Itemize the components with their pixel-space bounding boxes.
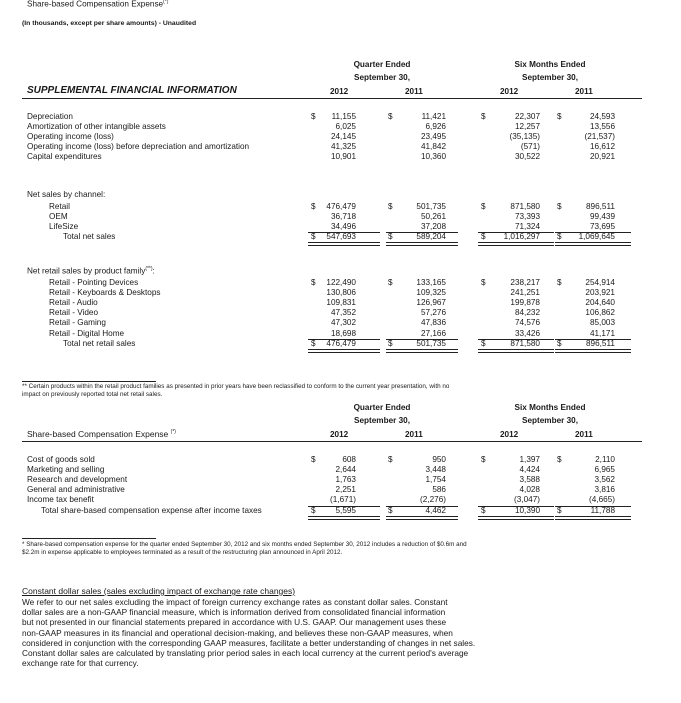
cell-value: 3,588 [519,475,540,485]
cell-value: 41,842 [420,142,446,152]
cell-value: 3,816 [594,485,615,495]
table-title [27,267,155,276]
cell-value: 57,276 [420,308,446,318]
total-double-rule [555,242,631,246]
cell-value: 18,698 [330,328,356,338]
total-double-rule [386,349,458,353]
dollar-sign: $ [311,455,316,464]
cell-value: 608 [342,455,356,464]
cell-value: 1,754 [425,475,446,485]
cell-value: 16,612 [589,142,615,152]
total-double-rule [308,242,380,246]
table-title-suffix: : [152,266,155,276]
row-label: Retail - Video [49,308,99,318]
cell-value: (571) [520,142,540,152]
cell-value: 20,921 [589,152,615,162]
cell-value: 47,352 [330,308,356,318]
cell-value: 241,251 [510,288,540,298]
cell-value: 254,914 [585,278,615,287]
row-label: Operating income (loss) [27,132,114,142]
year-2012-header: 2012 [500,430,519,439]
six-months-header: Six Months Ended [514,60,586,69]
subtotal-rule [386,232,458,233]
cell-value: (3,047) [514,495,540,505]
footnote-rule [22,538,156,539]
cell-value: 950 [432,455,446,464]
footnote-rule [22,381,156,382]
share-based-footnote: * Share-based compensation expense for the quarter ended September 30, 2012 and six months ended September 30, 2012 includes a reduction of $0.6m and $2.2m in expense applicable to employees terminated as a result of the restructuring plan announced in April 2012. [22,541,467,557]
row-label: Research and development [27,475,128,485]
table-title-text: Net retail sales by product family [27,266,146,276]
year-2011-header: 2011 [405,430,423,439]
cell-value: 130,806 [326,288,356,298]
quarter-date-header: September 30, [354,73,410,82]
share-based-comp-title [27,430,176,439]
subtotal-rule [308,339,380,340]
table-title-text: Net sales by channel: [27,190,106,199]
row-label: Retail - Audio [49,298,98,308]
cell-value: (35,135) [509,132,540,142]
cell-value: 12,257 [514,122,540,132]
paragraph-line: but not presented in our financial statements prepared in accordance with U.S. GAAP. Our management uses these [22,617,447,628]
cell-value: 50,261 [420,212,446,222]
dollar-sign: $ [388,112,393,121]
dollar-sign: $ [481,232,486,242]
dollar-sign: $ [388,338,393,348]
cell-value: 41,171 [589,328,615,338]
row-label: OEM [49,212,68,222]
table-title [27,191,105,199]
year-2011-header: 2011 [575,87,593,96]
share-based-comp-title-text: Share-based Compensation Expense [27,429,169,439]
cell-value: 204,640 [585,298,615,308]
paragraph-line: exchange rate for that currency. [22,658,139,669]
row-label: Income tax benefit [27,495,94,505]
total-double-rule [308,349,380,353]
row-label: Retail - Keyboards & Desktops [49,288,161,298]
row-label: Retail - Gaming [49,318,106,328]
subtotal-rule [555,339,631,340]
cell-value: 5,595 [335,505,356,515]
cell-value: 30,522 [514,152,540,162]
cell-value: (21,537) [584,132,615,142]
dollar-sign: $ [481,505,486,515]
cell-value: 1,397 [519,455,540,464]
total-double-rule [386,516,458,520]
cell-value: 6,926 [425,122,446,132]
cell-value: 547,693 [326,232,356,242]
cell-value: 3,448 [425,465,446,475]
subtotal-rule [308,232,380,233]
cell-value: 73,393 [514,212,540,222]
row-label: Total net retail sales [63,338,136,348]
subtotal-rule [478,232,554,233]
total-double-rule [386,242,458,246]
cell-value: (2,276) [420,495,446,505]
header-rule [22,98,642,99]
total-double-rule [478,516,554,520]
dollar-sign: $ [388,202,393,211]
dollar-sign: $ [557,338,562,348]
cell-value: 10,390 [514,505,540,515]
dollar-sign: $ [311,278,316,287]
paragraph-line: non-GAAP measures in its financial and operational decision-making, and believes these non-GAAP measures, when [22,627,453,638]
quarter-ended-header: Quarter Ended [353,60,411,69]
cell-value: 6,965 [594,465,615,475]
cell-value: 11,155 [331,112,356,121]
row-label: Total net sales [63,232,116,242]
dollar-sign: $ [388,232,393,242]
cell-value: 24,145 [330,132,356,142]
cell-value: 74,576 [514,318,540,328]
six-months-header: Six Months Ended [514,403,586,412]
cell-value: 133,165 [416,278,446,287]
dollar-sign: $ [311,505,316,515]
row-label: General and administrative [27,485,125,495]
cell-value: 47,302 [330,318,356,328]
cell-value: 199,878 [510,298,540,308]
share-based-comp-title-mark: (*) [170,429,176,436]
cell-value: 589,204 [416,232,446,242]
cell-value: 71,324 [514,222,540,232]
product-family-footnote: ** Certain products within the retail product families as presented in prior years have been reclassified to conform to the current year presentation, with no impact on previously reported total net retail sales. [22,383,450,399]
row-label: Amortization of other intangible assets [27,122,166,132]
row-label: Operating income (loss) before depreciation and amortization [27,142,250,152]
subtotal-rule [478,339,554,340]
cell-value: 24,593 [589,112,615,121]
year-2012-header: 2012 [330,430,349,439]
paragraph-line: Constant dollar sales are calculated by translating prior period sales in each local currency at the current period's average [22,648,469,658]
dollar-sign: $ [481,338,486,348]
cell-value: 871,580 [510,202,540,211]
paragraph-line: considered in conjunction with the corresponding GAAP measures, facilitate a better understanding of changes in net sales. [22,637,476,648]
cell-value: 34,496 [330,222,356,232]
subtotal-rule [386,506,458,507]
cell-value: 4,462 [425,505,446,515]
dollar-sign: $ [557,202,562,211]
cell-value: 11,421 [421,112,446,121]
total-double-rule [555,349,631,353]
cell-value: 2,644 [335,465,356,475]
quarter-ended-header: Quarter Ended [353,403,411,412]
cell-value: 501,735 [416,338,446,348]
row-label: Marketing and selling [27,465,105,475]
dollar-sign: $ [388,455,393,464]
quarter-date-header: September 30, [354,416,410,425]
row-label: LifeSize [49,222,79,232]
dollar-sign: $ [557,455,562,464]
dollar-sign: $ [481,278,486,287]
dollar-sign: $ [557,232,562,242]
cell-value: (4,665) [589,495,615,505]
dollar-sign: $ [557,505,562,515]
row-label: Depreciation [27,112,73,121]
cell-value: 1,763 [335,475,356,485]
dollar-sign: $ [557,278,562,287]
total-double-rule [478,242,554,246]
cell-value: 99,439 [589,212,615,222]
year-2011-header: 2011 [575,430,593,439]
cell-value: 10,360 [420,152,446,162]
cell-value: 109,325 [416,288,446,298]
year-2012-header: 2012 [330,87,349,96]
cell-value: 126,967 [416,298,446,308]
dollar-sign: $ [388,505,393,515]
row-label: Capital expenditures [27,152,102,162]
subtotal-rule [386,339,458,340]
cell-value: 27,166 [420,328,446,338]
cell-value: 4,028 [519,485,540,495]
year-2012-header: 2012 [500,87,519,96]
dollar-sign: $ [311,338,316,348]
dollar-sign: $ [557,112,562,121]
cell-value: 203,921 [585,288,615,298]
total-double-rule [478,349,554,353]
row-label: Retail [49,202,70,211]
cell-value: 10,901 [330,152,356,162]
cell-value: 11,788 [590,505,615,515]
cell-value: 13,556 [589,122,615,132]
dollar-sign: $ [388,278,393,287]
paragraph-line: We refer to our net sales excluding the impact of foreign currency exchange rates as constant dollar sales. Constant [22,597,448,607]
header-rule [22,441,642,442]
row-label: Retail - Pointing Devices [49,278,139,287]
dollar-sign: $ [481,202,486,211]
cell-value: 6,025 [335,122,356,132]
cell-value: 1,016,297 [503,232,540,242]
cell-value: 896,511 [586,202,615,211]
cell-value: 476,479 [326,338,356,348]
cell-value: 4,424 [519,465,540,475]
header-note: (In thousands, except per share amounts) - Unaudited [22,20,197,27]
subtotal-rule [555,232,631,233]
dollar-sign: $ [311,112,316,121]
section-title: SUPPLEMENTAL FINANCIAL INFORMATION [27,85,237,96]
cell-value: 122,490 [326,278,356,287]
dollar-sign: $ [311,202,316,211]
subtotal-rule [555,506,631,507]
cell-value: 2,110 [595,455,615,464]
table-title-text: Share-based Compensation Expense [27,0,164,9]
cell-value: 23,495 [420,132,446,142]
cell-value: 3,562 [594,475,615,485]
table-title-mark: (*) [163,0,169,5]
table-title-mark: (**) [145,266,153,272]
cell-value: 41,325 [330,142,356,152]
row-label: Total share-based compensation expense after income taxes [41,505,262,515]
total-double-rule [308,516,380,520]
cell-value: 85,003 [589,318,615,328]
cell-value: 476,479 [326,202,356,211]
subtotal-rule [478,506,554,507]
total-double-rule [555,516,631,520]
cell-value: 1,069,645 [578,232,615,242]
cell-value: (1,671) [330,495,356,505]
subtotal-rule [308,506,380,507]
cell-value: 501,735 [416,202,446,211]
cell-value: 586 [432,485,446,495]
cell-value: 73,695 [589,222,615,232]
cell-value: 896,511 [586,338,615,348]
six-months-date-header: September 30, [522,73,578,82]
table-title [27,0,168,9]
constant-dollar-heading: Constant dollar sales (sales excluding impact of exchange rate changes) [22,586,296,596]
cell-value: 37,208 [420,222,446,232]
cell-value: 109,831 [326,298,356,308]
dollar-sign: $ [311,232,316,242]
cell-value: 84,232 [514,308,540,318]
year-2011-header: 2011 [405,87,423,96]
cell-value: 33,426 [514,328,540,338]
cell-value: 22,307 [514,112,540,121]
six-months-date-header: September 30, [522,416,578,425]
cell-value: 36,718 [330,212,356,222]
cell-value: 871,580 [510,338,540,348]
row-label: Retail - Digital Home [49,328,125,338]
dollar-sign: $ [481,112,486,121]
cell-value: 238,217 [510,278,540,287]
cell-value: 47,836 [420,318,446,328]
cell-value: 106,862 [585,308,615,318]
cell-value: 2,251 [335,485,356,495]
dollar-sign: $ [481,455,486,464]
paragraph-line: dollar sales are a non-GAAP financial measure, which is information derived from consolidated financial information [22,607,446,618]
row-label: Cost of goods sold [27,455,95,464]
